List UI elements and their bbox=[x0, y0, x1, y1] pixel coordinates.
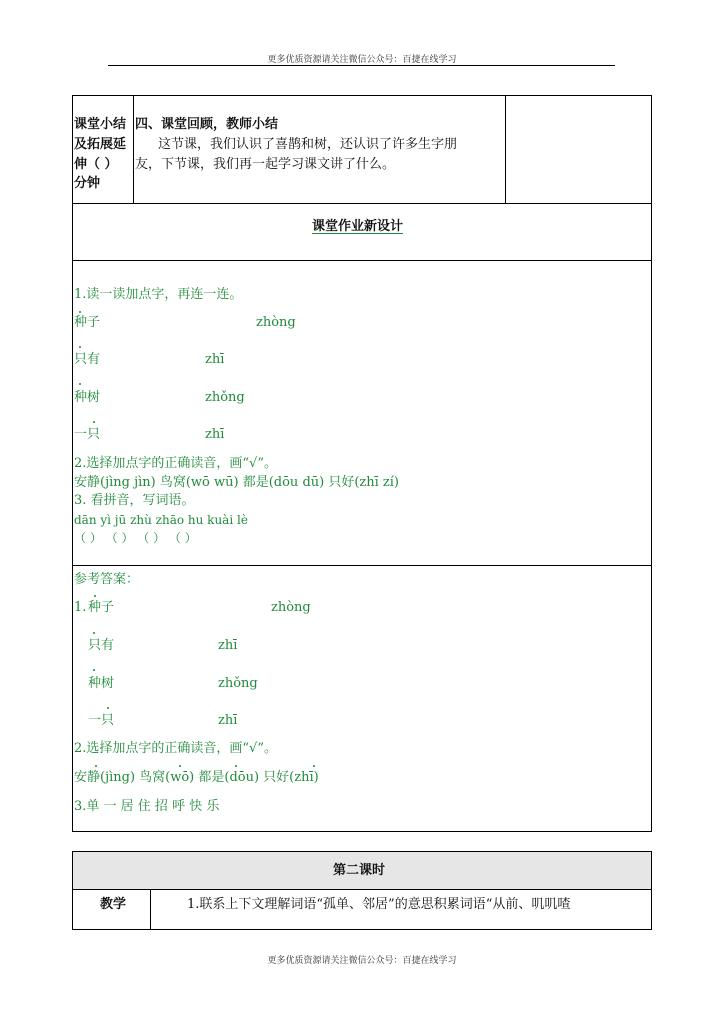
emphasis-dot bbox=[94, 595, 96, 597]
answer-2-result: 安静(jìng) 鸟窝(wō) 都是(dōu) 只好(zhī) bbox=[74, 770, 319, 785]
header-divider bbox=[108, 65, 615, 66]
q1-pinyin-4: zhī bbox=[205, 427, 225, 442]
answer-1-word-2: 只有 bbox=[88, 638, 115, 653]
second-lesson-title: 第二课时 bbox=[333, 863, 386, 878]
answer-2: 2.选择加点字的正确读音，画“√”。 bbox=[74, 741, 277, 756]
q1-pinyin-3: zhǒng bbox=[205, 390, 245, 405]
page-footer: 更多优质资源请关注微信公众号：百捷在线学习 bbox=[267, 956, 457, 966]
homework-q1: 1.读一读加点字，再连一连。 bbox=[74, 287, 243, 302]
homework-q2-options: 安静(jìng jìn) 鸟窝(wō wū) 都是(dōu dū) 只好(zhī zí) bbox=[74, 475, 400, 490]
emphasis-dot bbox=[79, 311, 81, 313]
q1-word-3: 种树 bbox=[74, 390, 101, 405]
answer-1-word-1: 种子 bbox=[88, 600, 115, 615]
emphasis-dot bbox=[93, 632, 95, 634]
q1-word-4: 一只 bbox=[74, 427, 101, 442]
answer-1-word-3: 种树 bbox=[88, 676, 115, 691]
emphasis-dot bbox=[79, 346, 81, 348]
q1-word-1: 种子 bbox=[74, 315, 101, 330]
summary-label-line-3: 伸（ ） bbox=[74, 157, 118, 172]
emphasis-dot bbox=[79, 383, 81, 385]
row-divider-answers bbox=[72, 565, 652, 566]
answer-3: 3.单 一 居 住 招 呼 快 乐 bbox=[74, 799, 220, 814]
q1-pinyin-1: zhòng bbox=[256, 315, 296, 330]
second-lesson-row-divider bbox=[72, 889, 652, 890]
second-lesson-col-divider bbox=[150, 889, 151, 930]
homework-q2: 2.选择加点字的正确读音，画“√”。 bbox=[74, 456, 277, 471]
page-header: 更多优质资源请关注微信公众号：百捷在线学习 bbox=[267, 55, 457, 65]
answer-1-pinyin-4: zhī bbox=[218, 713, 238, 728]
answer-1-pinyin-2: zhī bbox=[218, 638, 238, 653]
q1-pinyin-2: zhī bbox=[205, 352, 225, 367]
row-divider-summary bbox=[72, 203, 652, 204]
emphasis-dot bbox=[313, 765, 315, 767]
summary-col-divider-1 bbox=[133, 95, 134, 204]
answer-1-prefix: 1. bbox=[74, 600, 87, 615]
answers-title: 参考答案： bbox=[74, 572, 140, 587]
emphasis-dot bbox=[179, 765, 181, 767]
homework-q3-pinyin: dān yì jū zhù zhāo hu kuài lè bbox=[74, 513, 248, 527]
summary-body-line-2: 友，下节课，我们再一起学习课文讲了什么。 bbox=[135, 157, 396, 172]
homework-q3: 3. 看拼音，写词语。 bbox=[74, 493, 195, 508]
emphasis-dot bbox=[93, 669, 95, 671]
summary-label-line-2: 及拓展延 bbox=[74, 137, 127, 152]
row-divider-title bbox=[72, 260, 652, 261]
q1-word-2: 只有 bbox=[74, 352, 101, 367]
summary-heading: 四、课堂回顾，教师小结 bbox=[135, 117, 279, 132]
summary-col-divider-2 bbox=[505, 95, 506, 204]
teaching-objective: 1.联系上下文理解词语“孤单、邻居”的意思积累词语“从前、叽叽喳 bbox=[187, 897, 571, 912]
summary-label-line-1: 课堂小结 bbox=[74, 117, 127, 132]
answer-1-pinyin-3: zhǒng bbox=[218, 676, 258, 691]
summary-body-line-1: 这节课，我们认识了喜鹊和树，还认识了许多生字朋 bbox=[158, 137, 458, 152]
emphasis-dot bbox=[95, 765, 97, 767]
teaching-label: 教学 bbox=[100, 897, 127, 912]
answer-1-word-4: 一只 bbox=[88, 713, 115, 728]
homework-q3-brackets: （ ） （ ） （ ） （ ） bbox=[74, 531, 197, 545]
homework-title: 课堂作业新设计 bbox=[312, 219, 404, 234]
answer-1-pinyin-1: zhòng bbox=[271, 600, 311, 615]
summary-label-line-4: 分钟 bbox=[74, 176, 101, 191]
emphasis-dot bbox=[107, 707, 109, 709]
emphasis-dot bbox=[235, 765, 237, 767]
emphasis-dot bbox=[93, 421, 95, 423]
